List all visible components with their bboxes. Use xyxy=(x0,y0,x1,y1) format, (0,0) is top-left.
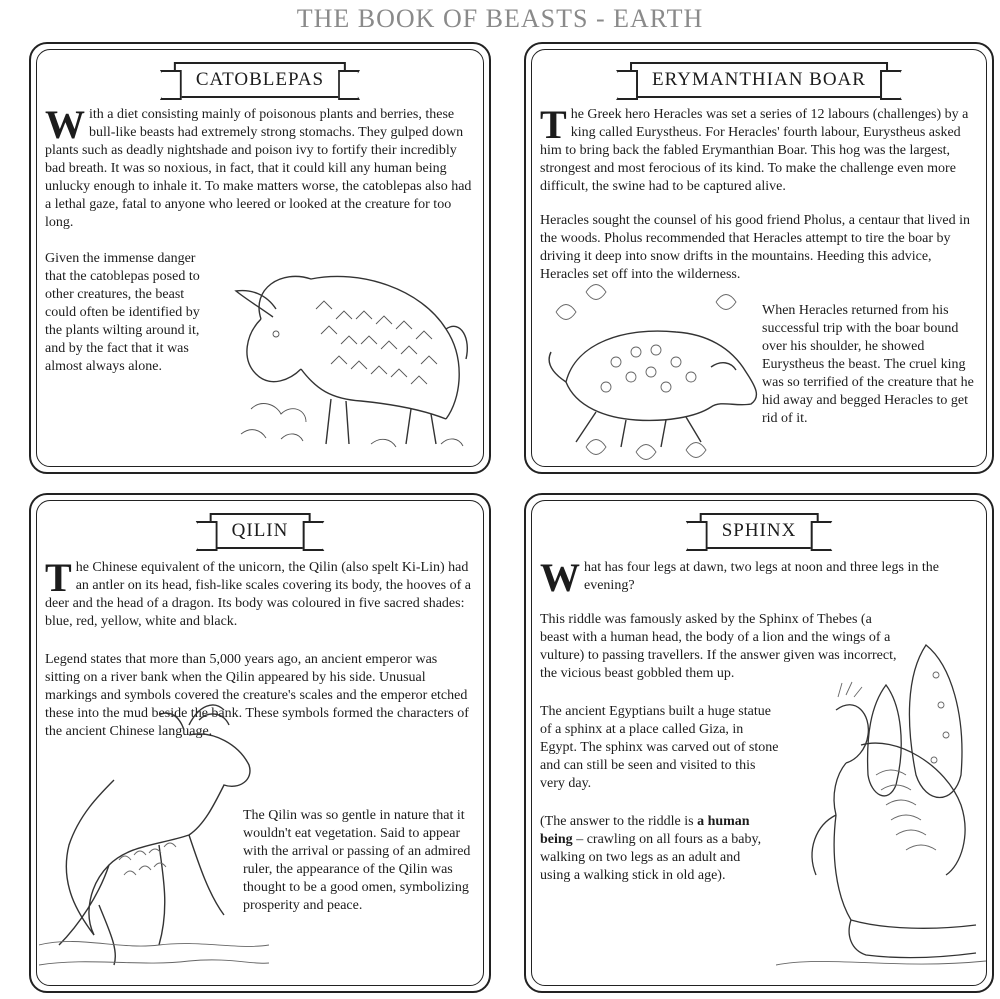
sphinx-answer-pre: (The answer to the riddle is xyxy=(540,814,698,829)
boar-paragraph-3: When Heracles returned from his successful trip with the boar bound over his shoulder, he showed Eurystheus the beast. The cruel king was so terrified of the creature that he hid away and begged Heracles to get rid of it. xyxy=(762,303,974,426)
catoblepas-paragraph-1: ith a diet consisting mainly of poisonous plants and berries, these bull-like beasts had extremely strong stomachs. They gulped down plants such as deadly nightshade and poison ivy to fortify their incredibly bad breath. It was so noxious, in fact, that it could kill any human being unlucky enough to inhale it. To make matters worse, the catoblepas also had a lethal gaze, fatal to anyone who leered or looked at the creature for too long. xyxy=(45,107,472,230)
sphinx-paragraph-2: This riddle was famously asked by the Sphinx of Thebes (a beast with a human head, the body of a lion and the wings of a vulture) to passing travellers. If the answer given was incorrect, the vicious beast gobbled them up. xyxy=(540,612,897,681)
catoblepas-intro xyxy=(45,102,475,248)
drop-cap: T xyxy=(45,555,72,600)
catoblepas-panel xyxy=(29,42,491,474)
qilin-title-banner: QILIN xyxy=(210,513,311,549)
boar-illustration xyxy=(536,272,766,462)
qilin-paragraph-3: The Qilin was so gentle in nature that it wouldn't eat vegetation. Said to appear with the arrival or passing of an admired ruler, the appearance of the Qilin was thought to be a good omen, symbolizing prosperity and peace. xyxy=(243,808,471,913)
catoblepas-paragraph-2: Given the immense danger that the catoblepas posed to other creatures, the beast could often be identified by the plants wilting around it, and by the fact that it was almost always alone. xyxy=(45,251,200,374)
qilin-intro xyxy=(45,555,475,647)
drop-cap: T xyxy=(540,102,567,147)
catoblepas-title-banner: CATOBLEPAS xyxy=(174,62,346,98)
drop-cap: W xyxy=(540,555,580,600)
qilin-paragraph-2: Legend states that more than 5,000 years ago, an ancient emperor was sitting on a river bank when the Qilin appeared by his side. Unusual markings and symbols covered the creature's scales and the emperor etched these into the mud beside the bank. These symbols formed the characters of the ancient Chinese language. xyxy=(45,652,469,739)
drop-cap: W xyxy=(45,102,85,147)
sphinx-panel xyxy=(524,493,994,993)
sphinx-paragraph-4 xyxy=(540,813,770,885)
sphinx-paragraph-3: The ancient Egyptians built a huge statue of a sphinx at a place called Giza, in Egypt. The sphinx was carved out of stone and can still be seen and visited to this very day. xyxy=(540,704,779,791)
qilin-illustration xyxy=(39,695,269,980)
sphinx-illustration xyxy=(776,635,986,980)
sphinx-title-banner: SPHINX xyxy=(700,513,819,549)
catoblepas-illustration xyxy=(221,249,481,459)
erymanthian-boar-title-banner: ERYMANTHIAN BOAR xyxy=(630,62,888,98)
sphinx-answer-bold: a human being xyxy=(540,814,750,847)
erymanthian-boar-panel xyxy=(524,42,994,474)
boar-paragraph-1: he Greek hero Heracles was set a series of 12 labours (challenges) by a king called Eurystheus. For Heracles' fourth labour, Eurystheus asked him to bring back the fabled Erymanthian Boar. This hog was the largest, strongest and most ferocious of its kind. To make the challenge even more difficult, the swine had to be captured alive. xyxy=(540,107,969,194)
boar-intro xyxy=(540,102,978,300)
sphinx-paragraph-1: hat has four legs at dawn, two legs at noon and three legs in the evening? xyxy=(584,560,939,593)
qilin-panel xyxy=(29,493,491,993)
boar-paragraph-2: Heracles sought the counsel of his good friend Pholus, a centaur that lived in the woods. Pholus recommended that Heracles attempt to tire the boar by driving it deep into snow drifts in the mountains. Heeding this advice, Heracles set off into the wilderness. xyxy=(540,213,971,282)
page-title: THE BOOK OF BEASTS - EARTH xyxy=(296,4,704,33)
sphinx-answer-post: – crawling on all fours as a baby, walking on two legs as an adult and using a walking stick in old age). xyxy=(540,832,762,883)
qilin-paragraph-1: he Chinese equivalent of the unicorn, the Qilin (also spelt Ki-Lin) had an antler on its head, fish-like scales covering its body, the hooves of a deer and the head of a dragon. Its body was coloured in five sacred shades: blue, red, yellow, white and black. xyxy=(45,560,471,629)
